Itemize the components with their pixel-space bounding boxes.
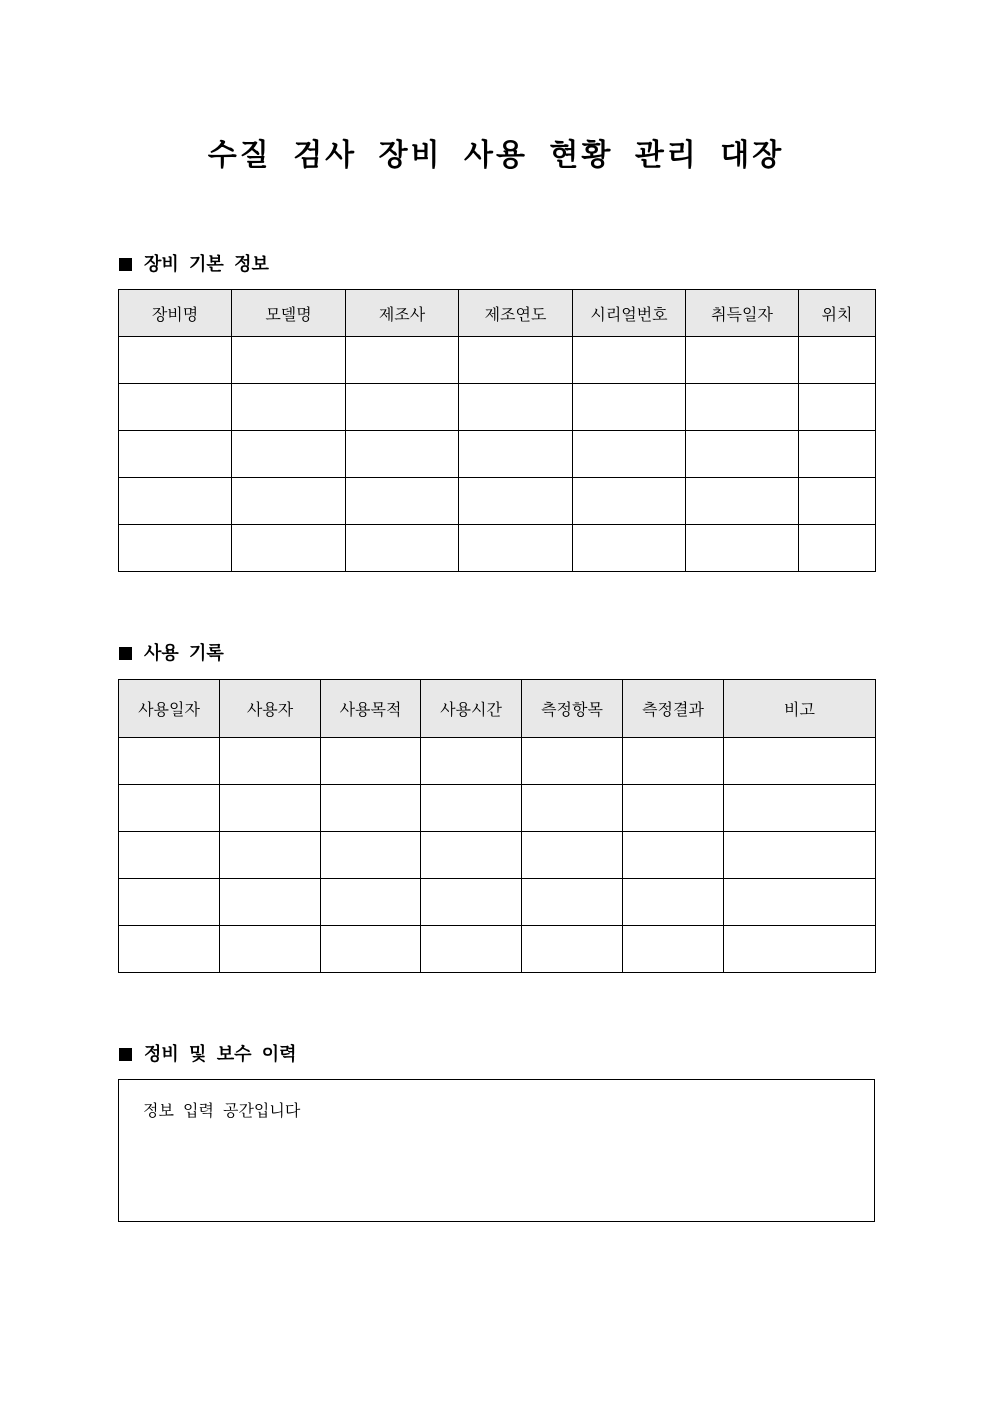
maintenance-section-heading (119, 1043, 297, 1067)
table-cell[interactable] (232, 337, 346, 384)
table-row (119, 785, 876, 832)
table-cell[interactable] (623, 832, 724, 879)
table-cell[interactable] (623, 926, 724, 973)
table-cell[interactable] (119, 738, 220, 785)
table-cell[interactable] (724, 832, 876, 879)
equipment-section-heading (119, 253, 269, 277)
table-cell[interactable] (119, 785, 220, 832)
table-cell[interactable] (421, 832, 522, 879)
table-cell[interactable] (459, 525, 573, 572)
table-cell[interactable] (459, 431, 573, 478)
table-cell[interactable] (421, 926, 522, 973)
table-cell[interactable] (686, 431, 799, 478)
table-cell[interactable] (220, 738, 321, 785)
table-cell[interactable] (623, 879, 724, 926)
table-cell[interactable] (321, 738, 421, 785)
column-header: 제조연도 (459, 290, 573, 337)
table-cell[interactable] (573, 525, 686, 572)
usage-section-heading (119, 642, 224, 666)
table-cell[interactable] (220, 879, 321, 926)
table-cell[interactable] (799, 431, 876, 478)
table-cell[interactable] (522, 785, 623, 832)
table-cell[interactable] (522, 832, 623, 879)
table-cell[interactable] (346, 384, 459, 431)
table-cell[interactable] (724, 738, 876, 785)
table-cell[interactable] (119, 525, 232, 572)
table-cell[interactable] (119, 879, 220, 926)
table-cell[interactable] (573, 431, 686, 478)
table-cell[interactable] (346, 431, 459, 478)
table-cell[interactable] (573, 478, 686, 525)
table-cell[interactable] (119, 832, 220, 879)
table-cell[interactable] (686, 478, 799, 525)
column-header: 시리얼번호 (573, 290, 686, 337)
column-header: 위치 (799, 290, 876, 337)
table-cell[interactable] (573, 384, 686, 431)
table-cell[interactable] (119, 384, 232, 431)
table-cell[interactable] (321, 926, 421, 973)
table-cell[interactable] (220, 785, 321, 832)
table-cell[interactable] (421, 738, 522, 785)
maintenance-history-box[interactable] (118, 1079, 875, 1222)
table-cell[interactable] (421, 879, 522, 926)
table-cell[interactable] (522, 879, 623, 926)
column-header: 장비명 (119, 290, 232, 337)
table-cell[interactable] (522, 738, 623, 785)
table-row (119, 832, 876, 879)
table-cell[interactable] (321, 879, 421, 926)
equipment-header-row (119, 290, 876, 337)
table-cell[interactable] (724, 785, 876, 832)
table-row (119, 384, 876, 431)
usage-section-title: 사용 기록 (144, 643, 224, 664)
table-cell[interactable] (522, 926, 623, 973)
column-header: 측정항목 (522, 680, 623, 738)
equipment-info-table (118, 289, 876, 572)
table-row (119, 478, 876, 525)
table-cell[interactable] (724, 879, 876, 926)
table-cell[interactable] (346, 525, 459, 572)
column-header: 사용자 (220, 680, 321, 738)
table-cell[interactable] (459, 478, 573, 525)
table-cell[interactable] (346, 337, 459, 384)
table-cell[interactable] (321, 832, 421, 879)
table-cell[interactable] (119, 431, 232, 478)
table-cell[interactable] (459, 384, 573, 431)
table-row (119, 879, 876, 926)
column-header: 모델명 (232, 290, 346, 337)
table-row (119, 926, 876, 973)
usage-header-row (119, 680, 876, 738)
table-cell[interactable] (799, 384, 876, 431)
table-cell[interactable] (686, 337, 799, 384)
table-cell[interactable] (232, 478, 346, 525)
table-cell[interactable] (799, 478, 876, 525)
column-header: 제조사 (346, 290, 459, 337)
table-cell[interactable] (459, 337, 573, 384)
table-cell[interactable] (232, 525, 346, 572)
table-cell[interactable] (220, 832, 321, 879)
usage-record-table (118, 679, 876, 973)
maintenance-section-title: 정비 및 보수 이력 (144, 1044, 297, 1065)
maintenance-history-text: 정보 입력 공간입니다 (143, 1101, 301, 1120)
table-row (119, 738, 876, 785)
column-header: 사용목적 (321, 680, 421, 738)
table-cell[interactable] (119, 478, 232, 525)
square-bullet-icon (119, 258, 132, 271)
table-cell[interactable] (232, 384, 346, 431)
table-cell[interactable] (724, 926, 876, 973)
square-bullet-icon (119, 647, 132, 660)
table-cell[interactable] (421, 785, 522, 832)
page-title: 수질 검사 장비 사용 현황 관리 대장 (207, 138, 785, 173)
table-cell[interactable] (346, 478, 459, 525)
table-cell[interactable] (686, 384, 799, 431)
table-cell[interactable] (799, 337, 876, 384)
square-bullet-icon (119, 1048, 132, 1061)
table-row (119, 525, 876, 572)
column-header: 사용일자 (119, 680, 220, 738)
table-cell[interactable] (119, 926, 220, 973)
table-cell[interactable] (686, 525, 799, 572)
table-cell[interactable] (623, 785, 724, 832)
column-header: 사용시간 (421, 680, 522, 738)
equipment-section-title: 장비 기본 정보 (144, 254, 269, 275)
table-cell[interactable] (321, 785, 421, 832)
column-header: 측정결과 (623, 680, 724, 738)
table-cell[interactable] (119, 337, 232, 384)
table-cell[interactable] (232, 431, 346, 478)
table-cell[interactable] (220, 926, 321, 973)
table-row (119, 337, 876, 384)
table-cell[interactable] (799, 525, 876, 572)
table-cell[interactable] (623, 738, 724, 785)
column-header: 비고 (724, 680, 876, 738)
table-row (119, 431, 876, 478)
table-cell[interactable] (573, 337, 686, 384)
column-header: 취득일자 (686, 290, 799, 337)
